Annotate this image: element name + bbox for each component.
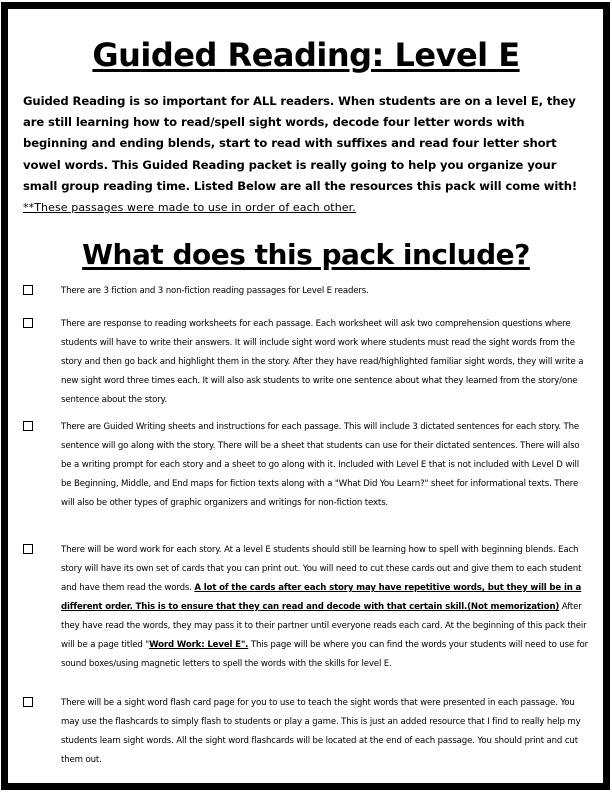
intro-paragraph (23, 91, 589, 218)
checklist-item-text: There will be a sight word flash card page for you to use to teach the sight words that were presented in each passage. You may use the flashcards to simply flash to students or play a game. This is just an added resource that I find to really help my students learn sight words. All the sight word flashcards will be located at the end of each passage. You should print and cut them out. (61, 698, 581, 765)
checklist-item (23, 694, 589, 770)
page-title (0, 36, 612, 74)
checkbox-icon[interactable] (23, 544, 33, 554)
checkbox-icon[interactable] (23, 318, 33, 328)
checklist-item (23, 541, 589, 674)
word-work-page-title: Word Work: Level E". (149, 640, 249, 650)
checklist-item (23, 315, 589, 410)
checklist-item-text: There are response to reading worksheets for each passage. Each worksheet will ask two comprehension questions where students will have to write their answers. It will include sight word work where students must read the sight words from the story and then go back and highlight them in the story. After they have read/highlighted familiar sight words, they will write a new sight word three times each. It will also ask students to write one sentence about what they learned from the story/one sentence about the story. (61, 319, 584, 405)
checkbox-icon[interactable] (23, 697, 33, 707)
section-heading (0, 238, 612, 272)
checkbox-icon[interactable] (23, 285, 33, 295)
checklist-item (23, 282, 589, 301)
checklist-item-text: There are Guided Writing sheets and instructions for each passage. This will include 3 dictated sentences for each story. The sentence will go along with the story. There will be a sheet that students can use for their dictated sentences. There will also be a writing prompt for each story and a sheet to go along with it. Included with Level E that is not included with Level D will be Beginning, Middle, and End maps for fiction texts along with a "What Did You Learn?" sheet for informational texts. There will also be other types of graphic organizers and writings for non-fiction texts. (61, 422, 580, 508)
intro-note: **These passages were made to use in order of each other. (23, 201, 356, 215)
checklist-item-text (61, 541, 589, 674)
section-heading-text: What does this pack include? (82, 238, 530, 271)
word-work-text-c: This page will be where you can find the words your students will need to use for sound boxes/using magnetic letters to spell the words with the skills for level E. (61, 640, 589, 669)
page-title-text: Guided Reading: Level E (92, 36, 520, 74)
word-work-text-a: There will be word work for each story. At a level E students should still be learning how to spell with beginning blends. Each story will have its own set of cards that you can print out. You will need to cut these cards out and give them to each student and have them read the words. (61, 545, 582, 593)
checklist-item (23, 418, 589, 513)
checklist-item-text: There are 3 fiction and 3 non-fiction reading passages for Level E readers. (61, 286, 369, 296)
checkbox-icon[interactable] (23, 421, 33, 431)
intro-text: Guided Reading is so important for ALL readers. When students are on a level E, they are still learning how to read/spell sight words, decode four letter words with beginning and ending blends, start to read with suffixes and read four letter short vowel words. This Guided Reading packet is really going to help you organize your small group reading time. Listed Below are all the resources this pack will come with! (23, 94, 578, 193)
word-work-emphasis: A lot of the cards after each story may have repetitive words, but they will be in a different order. This is to ensure that they can read and decode with that certain skill.(Not memorization) (61, 583, 582, 612)
word-work-text-b: After they have read the words, they may pass it to their partner until everyone reads each card. At the beginning of this pack their will be a page titled " (61, 602, 587, 650)
